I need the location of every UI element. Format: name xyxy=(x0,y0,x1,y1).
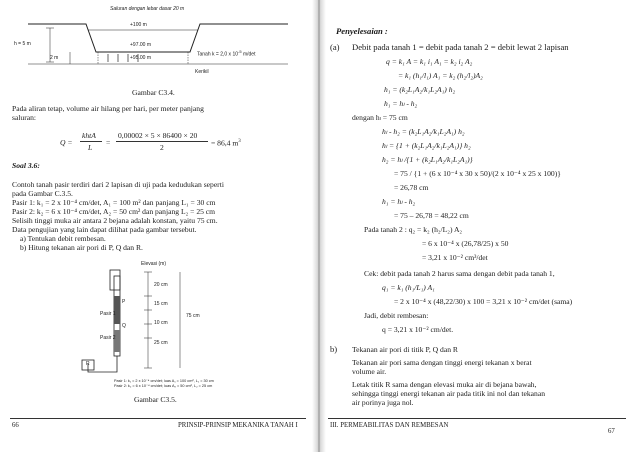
solution-line: Cek: debit pada tanah 2 harus sama dengan debit pada tanah 1, xyxy=(364,269,555,278)
left-running-footer: PRINSIP-PRINSIP MEKANIKA TANAH I xyxy=(178,422,298,429)
elevation-top: +100 m xyxy=(130,22,147,28)
elevation-mid: +97.00 m xyxy=(130,42,151,48)
right-page xyxy=(322,0,638,452)
part-b-line: sehingga tinggi energi tekanan air pada titik ini nol dan tekanan xyxy=(352,389,546,398)
para1-line: saluran: xyxy=(12,113,37,122)
part-a-label: (a) xyxy=(330,42,340,52)
solution-line: q = 3,21 x 10⁻² cm/det. xyxy=(382,325,454,334)
part-a-text: Debit pada tanah 1 = debit pada tanah 2 = debit lewat 2 lapisan xyxy=(352,42,569,52)
elevation-low: +95.00 m xyxy=(130,55,151,61)
figure-caption-c3-5: Gambar C3.5. xyxy=(134,395,177,404)
para2-line: Data pengujian yang lain dapat dilihat pada gambar tersebut. xyxy=(12,225,197,234)
solution-line: h₁ = hₗ - h₂ xyxy=(384,99,418,108)
solution-line: = 6 x 10⁻⁴ x (26,78/25) x 50 xyxy=(422,239,509,248)
elevation-label: Elevasi (m) xyxy=(141,261,167,267)
para2-line: pada Gambar C.3.5. xyxy=(12,189,73,198)
solution-line: = 75 – 26,78 = 48,22 cm xyxy=(394,211,469,220)
solution-line: = 3,21 x 10⁻² cm³/det xyxy=(422,253,488,262)
solution-heading: Penyelesaian : xyxy=(336,26,388,36)
right-page-number: 67 xyxy=(608,428,615,435)
figure-caption-c3-4: Gambar C3.4. xyxy=(132,88,175,97)
tanah-label: Tanah k = 2,0 x $10^{-5}$ m/det xyxy=(197,49,256,58)
part-b-label: b) xyxy=(330,344,338,354)
solution-line: = 26,78 cm xyxy=(394,183,429,192)
para2-line: Contoh tanah pasir terdiri dari 2 lapisan di uji pada kedudukan seperti xyxy=(12,180,224,189)
h-label: h = 5 m xyxy=(14,41,31,47)
solution-line: q = k₁ A = k₁ i₁ A₁ = k₂ i₂ A₂ xyxy=(386,57,473,66)
solution-line: hₗ - h₂ = (k₂L₁A₂/k₁L₂A₁) h₂ xyxy=(382,127,465,136)
para2-line: b) Hitung tekanan air pori di P, Q dan R. xyxy=(20,243,143,252)
part-b-line: Tekanan air pori sama dengan tinggi energi tekanan x berat xyxy=(352,358,532,367)
right-running-footer: III. PERMEABILITAS DAN REMBESAN xyxy=(330,422,449,429)
permeameter-diagram xyxy=(80,268,220,386)
solution-line: = 75 / {1 + (6 x 10⁻⁴ x 30 x 50)/(2 x 10⁻⁴ x 25 x 100)} xyxy=(394,169,561,178)
kerikil-label: Kerikil xyxy=(195,69,209,75)
solution-line: dengan hₗ = 75 cm xyxy=(352,113,408,122)
part-b-line: Letak titik R sama dengan elevasi muka air di bejana bawah, xyxy=(352,380,537,389)
solution-line: Pada tanah 2 : q₂ = k₂ (h₂/L₂) A₂ xyxy=(364,225,463,234)
two-m-label: 2 m xyxy=(50,55,59,61)
part-b-line: volume air. xyxy=(352,367,387,376)
part-b-line: air porinya juga nol. xyxy=(352,398,414,407)
figure-top-caption: Saluran dengan lebar dasar 20 m xyxy=(110,6,185,12)
channel-diagram xyxy=(28,14,288,74)
solution-line: h₁ = (k₂L₁A₂/k₁L₂A₁) h₂ xyxy=(384,85,456,94)
solution-line: = 2 x 10⁻⁴ x (48,22/30) x 100 = 3,21 x 10⁻² cm/det (sama) xyxy=(394,297,573,306)
para2-line: a) Tentukan debit rembesan. xyxy=(20,234,106,243)
para1-line: Pada aliran tetap, volume air hilang per hari, per meter panjang xyxy=(12,104,204,113)
solution-line: h₂ = hₗ /{1 + (k₂L₁A₂/k₁L₂A₁)} xyxy=(382,155,473,164)
left-page: Saluran dengan lebar dasar 20 m h = 5 m +100 m +97.00 m +95.00 m 2 m Tanah k = 2,0 x $10^{-5}$ m/det Kerikil Gambar C3.4. Pada aliran tetap, volume air hilang per hari, per meter panjang saluran: Q = khtA L = 0,00002 × 5 × 86400 × 20 2 = 86,4 $m^3$ Soal 3.6: Contoh tanah pasir terdiri dari 2 lapisan di uji pada kedudukan seperti pada Gambar C.3.5. Pasir 1: k₁ = 2 x 10⁻⁴ cm/det, A₁ = 100 m² dan panjang L₁ = 30 cm Pasir 2: k₂ = 6 x 10⁻⁴ cm/det, A₂ = 50 cm² dan panjang L₂ = 25 cm Selisih tinggi muka air antara 2 bejana adalah konstan, yaitu 75 cm. Data pengujian yang lain dapat dilihat pada gambar tersebut. a) Tentukan debit rembesan. b) Hitung tekanan air pori di P, Q dan R. Elevasi (m) 20 cm 15 cm 75 cm 10 cm 25 cm Pasir 1 Pasir 2 P Q R Pasir 1: k₁ = 2 x 10⁻⁴ cm/det; luas A₁ = 100 cm², L₁ = 30 cm Pasir 2: k₂ = 6 x 10⁻⁴ cm/det; luas A₂ = 50 cm², L₂ = 25 cm Gambar C3.5. 66 PRINSIP-PRINSIP MEKANIKA TANAH I xyxy=(12,6,298,429)
solution-line: q₁ = k₁ (h₁/L₁) A₁ xyxy=(382,283,435,292)
para2-line: Pasir 1: k₁ = 2 x 10⁻⁴ cm/det, A₁ = 100 m² dan panjang L₁ = 30 cm xyxy=(12,198,216,207)
para2-line: Pasir 2: k₂ = 6 x 10⁻⁴ cm/det, A₂ = 50 cm² dan panjang L₂ = 25 cm xyxy=(12,207,216,216)
solution-line: h₁ = hₗ - h₂ xyxy=(382,197,416,206)
solution-line: hₗ = {1 + (k₂L₁A₂/k₁L₂A₁)} h₂ xyxy=(382,141,471,150)
para2-line: Selisih tinggi muka air antara 2 bejana adalah konstan, yaitu 75 cm. xyxy=(12,216,218,225)
solution-line: = k₁ (h₁/l₁) A₁ = k₂ (h₂/l₂)A₂ xyxy=(398,71,483,80)
left-page-number: 66 xyxy=(12,422,19,429)
part-b-line: Tekanan air pori di titik P, Q dan R xyxy=(352,345,458,354)
solution-line: Jadi, debit rembesan: xyxy=(364,311,429,320)
soal-heading: Soal 3.6: xyxy=(12,161,40,170)
